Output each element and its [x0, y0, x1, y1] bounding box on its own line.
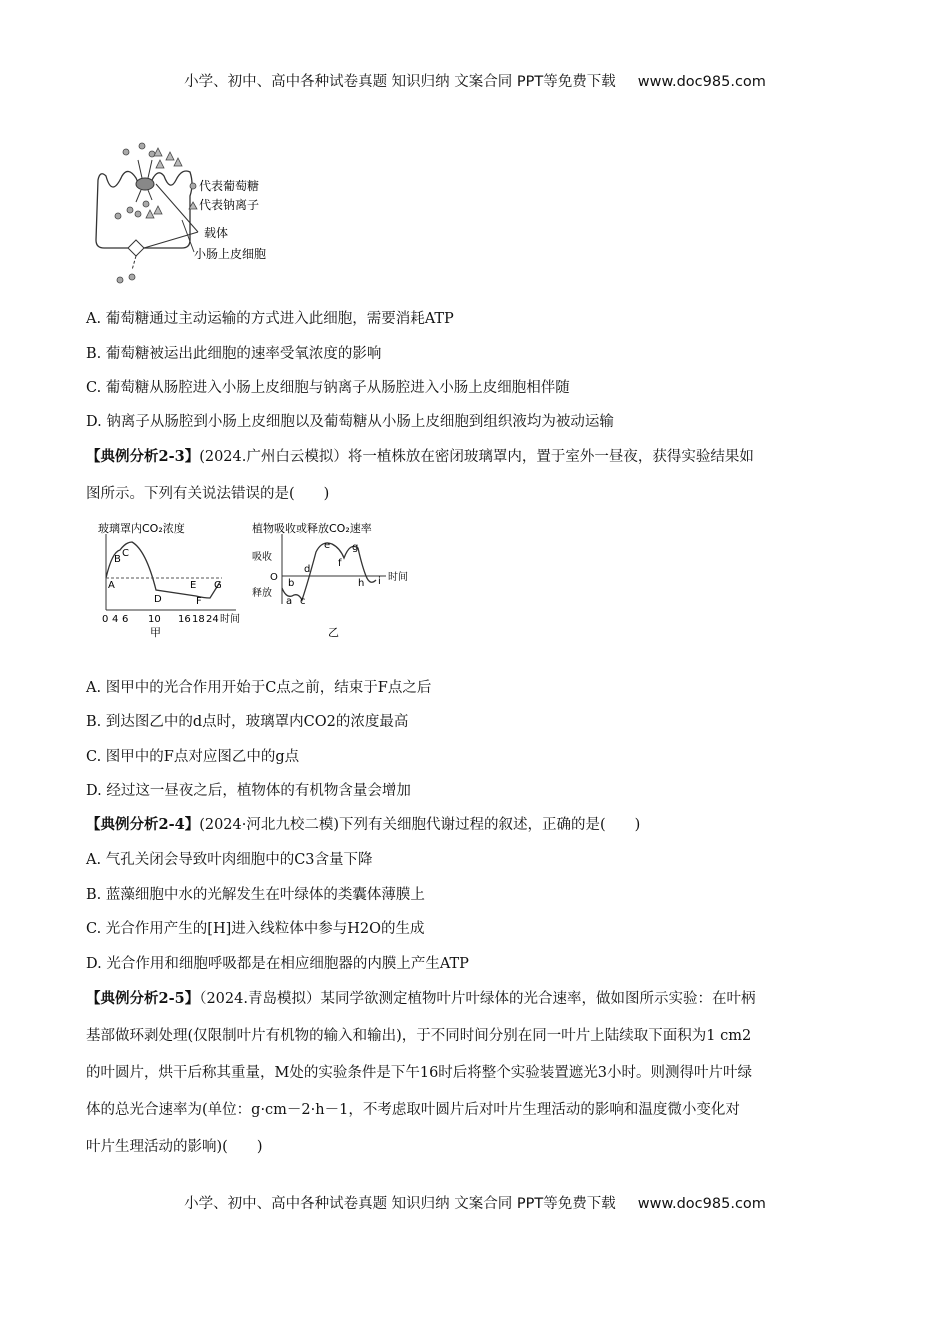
q3-stem: (2024·河北九校二模)下列有关细胞代谢过程的叙述，正确的是( )	[199, 817, 641, 833]
tick-24: 24	[206, 614, 219, 625]
q2-option-c: C. 图甲中的F点对应图乙中的g点	[86, 749, 300, 765]
q3-option-c: C. 光合作用产生的[H]进入线粒体中参与H2O的生成	[86, 921, 425, 937]
q2-stem-line1	[86, 445, 754, 466]
graph-a-xlabel: 时间	[220, 614, 240, 625]
point-c: c	[300, 596, 306, 607]
graph-b-label: 乙	[328, 626, 339, 639]
q3-option-d: D. 光合作用和细胞呼吸都是在相应细胞器的内膜上产生ATP	[86, 956, 469, 972]
q3-tag: 【典例分析2-4】	[86, 816, 200, 833]
q4-stem1: （2024.青岛模拟）某同学欲测定植物叶片叶绿体的光合速率，做如图所示实验：在叶柄	[199, 991, 756, 1007]
q2-stem1: (2024.广州白云模拟）将一植株放在密闭玻璃罩内，置于室外一昼夜，获得实验结果如	[199, 449, 754, 465]
q4-stem5: 叶片生理活动的影响)( )	[86, 1139, 263, 1155]
point-a: a	[286, 596, 293, 607]
point-B: B	[114, 554, 121, 565]
figure-co2-graphs	[86, 512, 426, 642]
q4-tag: 【典例分析2-5】	[86, 990, 200, 1007]
tick-16: 16	[178, 614, 191, 625]
carrier-diamond	[128, 240, 144, 256]
q3-option-b: B. 蓝藻细胞中水的光解发生在叶绿体的类囊体薄膜上	[86, 887, 425, 903]
point-f: f	[338, 558, 342, 569]
point-D: D	[154, 594, 162, 605]
point-F: F	[196, 596, 202, 607]
q2-option-b: B. 到达图乙中的d点时，玻璃罩内CO2的浓度最高	[86, 714, 409, 730]
tick-4: 4	[112, 614, 119, 625]
q1-option-a: A. 葡萄糖通过主动运输的方式进入此细胞，需要消耗ATP	[86, 311, 454, 327]
q4-stem3: 的叶圆片，烘干后称其重量，M处的实验条件是下午16时后将整个实验装置遮光3小时。则测得叶片叶绿	[86, 1065, 753, 1081]
q3-option-a: A. 气孔关闭会导致叶肉细胞中的C3含量下降	[86, 852, 373, 868]
point-C: C	[122, 548, 129, 559]
point-i: i	[378, 576, 381, 587]
graph-a-title: 玻璃罩内CO₂浓度	[98, 522, 185, 535]
carrier-shape	[136, 178, 154, 190]
page-header	[0, 70, 950, 91]
point-G: G	[214, 580, 222, 591]
figure-intestine-cell	[86, 140, 286, 288]
footer-site: www.doc985.com	[637, 1196, 766, 1212]
q1-option-b: B. 葡萄糖被运出此细胞的速率受氧浓度的影响	[86, 346, 382, 362]
q4-stem2: 基部做环剥处理(仅限制叶片有机物的输入和输出)，于不同时间分别在同一叶片上陆续取下面积为1 cm2	[86, 1028, 752, 1044]
legend-sodium: 代表钠离子	[199, 198, 260, 212]
q4-stem-line1	[86, 987, 755, 1008]
point-g: g	[352, 542, 359, 553]
point-h: h	[358, 578, 365, 589]
point-A: A	[108, 580, 115, 591]
q3-stem-line	[86, 813, 640, 834]
tick-0: 0	[102, 614, 109, 625]
q2-stem2: 图所示。下列有关说法错误的是( )	[86, 486, 330, 502]
point-e: e	[324, 540, 331, 551]
q1-option-d: D. 钠离子从肠腔到小肠上皮细胞以及葡萄糖从小肠上皮细胞到组织液均为被动运输	[86, 414, 614, 430]
q2-option-a: A. 图甲中的光合作用开始于C点之前，结束于F点之后	[86, 680, 432, 696]
point-E: E	[190, 580, 197, 591]
legend-glucose: 代表葡萄糖	[199, 179, 260, 193]
page-footer	[0, 1192, 950, 1213]
header-site: www.doc985.com	[637, 74, 766, 90]
axis-release: 释放	[252, 588, 272, 599]
cell-label: 小肠上皮细胞	[194, 247, 267, 261]
graph-b-title: 植物吸收或释放CO₂速率	[252, 522, 372, 535]
q2-option-d: D. 经过这一昼夜之后，植物体的有机物含量会增加	[86, 783, 411, 799]
carrier-label: 载体	[204, 226, 229, 240]
point-b: b	[288, 578, 295, 589]
tick-6: 6	[122, 614, 129, 625]
point-d: d	[304, 564, 311, 575]
axis-absorb: 吸收	[252, 552, 272, 563]
graph-b-xlabel: 时间	[388, 572, 408, 583]
tick-18: 18	[192, 614, 205, 625]
footer-text: 小学、初中、高中各种试卷真题 知识归纳 文案合同 PPT等免费下载	[184, 1196, 616, 1212]
tick-10: 10	[148, 614, 161, 625]
header-text: 小学、初中、高中各种试卷真题 知识归纳 文案合同 PPT等免费下载	[184, 74, 616, 90]
axis-origin: O	[270, 572, 278, 583]
q2-tag: 【典例分析2-3】	[86, 448, 200, 465]
q4-stem4: 体的总光合速率为(单位：g·cm－2·h－1，不考虑取叶圆片后对叶片生理活动的影响和温度微小变化对	[86, 1102, 740, 1118]
graph-a-label: 甲	[150, 626, 161, 639]
q1-option-c: C. 葡萄糖从肠腔进入小肠上皮细胞与钠离子从肠腔进入小肠上皮细胞相伴随	[86, 380, 570, 396]
